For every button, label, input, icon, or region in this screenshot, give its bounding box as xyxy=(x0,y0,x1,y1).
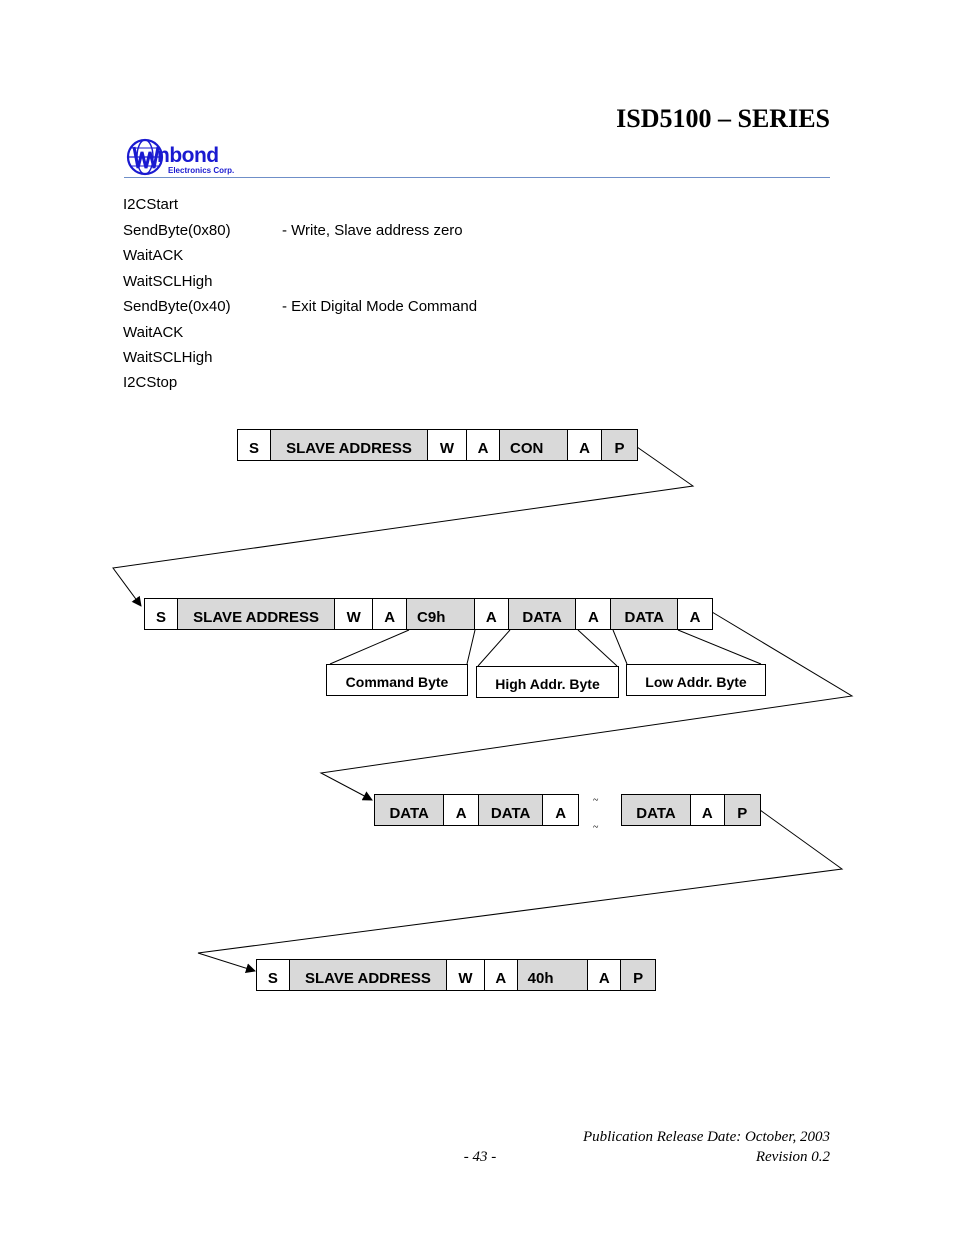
publication-date: Publication Release Date: October, 2003 xyxy=(582,1129,830,1145)
seq-cell: A xyxy=(485,960,518,990)
seq-cell: A xyxy=(588,960,621,990)
logo-subtitle: Electronics Corp. xyxy=(168,166,235,175)
code-line: WaitACK xyxy=(123,247,184,264)
seq-cell: W xyxy=(447,960,485,990)
seq-cell: A xyxy=(373,599,407,629)
revision: Revision 0.2 xyxy=(755,1149,830,1165)
code-comment: - Write, Slave address zero xyxy=(282,222,463,239)
seq-cell: DATA xyxy=(375,795,444,825)
page-number: - 43 - xyxy=(463,1149,497,1165)
seq-cell: P xyxy=(725,795,760,825)
code-line: I2CStart xyxy=(123,196,179,213)
seq-cell: DATA xyxy=(611,599,678,629)
seq-cell: P xyxy=(621,960,655,990)
seq-cell: A xyxy=(475,599,509,629)
code-line: SendByte(0x40) xyxy=(123,298,231,315)
seq-cell: 40h xyxy=(518,960,589,990)
sequence-row-4 xyxy=(256,959,656,991)
seq-cell: A xyxy=(576,599,611,629)
label-low-addr-byte: Low Addr. Byte xyxy=(626,664,766,696)
seq-cell: SLAVE ADDRESS xyxy=(271,430,428,460)
sequence-row-3a xyxy=(374,794,579,826)
seq-cell: DATA xyxy=(622,795,691,825)
code-line: I2CStop xyxy=(123,374,178,391)
code-line: WaitSCLHigh xyxy=(123,273,213,290)
seq-cell: S xyxy=(257,960,290,990)
seq-cell: A xyxy=(568,430,602,460)
seq-cell: SLAVE ADDRESS xyxy=(178,599,335,629)
seq-cell: W xyxy=(428,430,467,460)
label-high-addr-byte: High Addr. Byte xyxy=(476,666,619,698)
seq-cell: A xyxy=(444,795,479,825)
seq-cell: A xyxy=(467,430,500,460)
seq-cell: W xyxy=(335,599,373,629)
seq-cell: C9h xyxy=(407,599,475,629)
seq-cell: DATA xyxy=(509,599,577,629)
seq-cell: A xyxy=(678,599,712,629)
seq-cell: A xyxy=(543,795,578,825)
seq-cell: S xyxy=(238,430,271,460)
seq-cell: S xyxy=(145,599,178,629)
sequence-row-1 xyxy=(237,429,638,461)
seq-cell: SLAVE ADDRESS xyxy=(290,960,447,990)
seq-cell: DATA xyxy=(479,795,543,825)
code-line: WaitACK xyxy=(123,324,184,341)
seq-cell: P xyxy=(602,430,637,460)
code-comment: - Exit Digital Mode Command xyxy=(282,298,478,315)
sequence-row-2 xyxy=(144,598,713,630)
break-mark: ~ xyxy=(593,822,599,833)
seq-cell: A xyxy=(691,795,725,825)
break-mark: ~ xyxy=(593,795,599,806)
label-command-byte: Command Byte xyxy=(326,664,468,696)
code-line: SendByte(0x80) xyxy=(123,222,231,239)
seq-cell: CON xyxy=(500,430,568,460)
logo-wordmark: nbond xyxy=(157,144,219,167)
document-title: ISD5100 – SERIES xyxy=(616,104,830,133)
code-line: WaitSCLHigh xyxy=(123,349,213,366)
sequence-row-3b xyxy=(621,794,761,826)
